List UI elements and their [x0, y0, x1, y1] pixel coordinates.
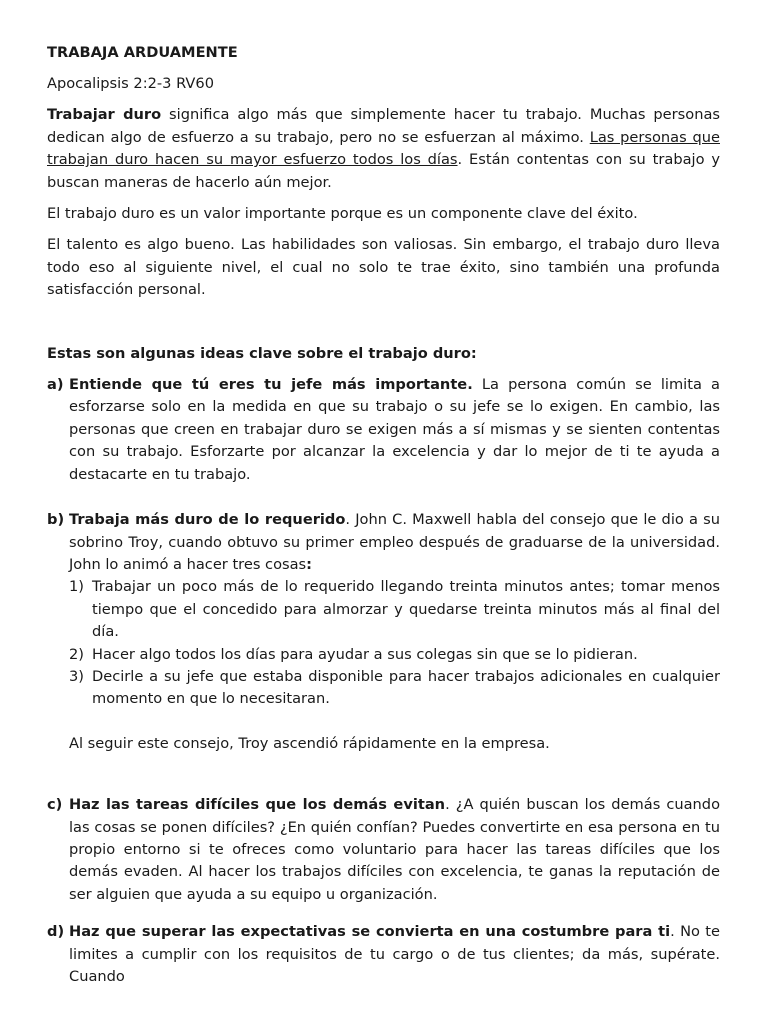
item-marker: d) — [47, 923, 65, 941]
underlined-sentence: Las personas que trabajan duro hacen su mayor esfuerzo todos los días — [47, 128, 720, 169]
sub-item: 2) Hacer algo todos los días para ayudar a sus colegas sin que se lo pidieran. — [69, 645, 638, 663]
bold-term: Trabajar duro — [47, 106, 162, 124]
scripture-reference: Apocalipsis 2:2-3 RV60 — [47, 75, 214, 92]
list-item-c: c) Haz las tareas difíciles que los demás evitan. ¿A quién buscan los demás cuando las cosas se ponen difíciles? ¿En quién confían? Puedes convertirte en esa persona en tu propio entorno si te ofreces como voluntario para hacer las tareas difíciles que los demás evaden. Al hacer los trabajos difíciles con excelencia, te ganas la reputación de ser alguien que ayuda a su equipo u organización. — [47, 794, 720, 906]
paragraph-intro: Trabajar duro significa algo más que simplemente hacer tu trabajo. Muchas personas dedican algo de esfuerzo a su trabajo, pero no se esfuerzan al máximo. Las personas que trabajan duro hacen su mayor esfuerzo todos los días. Están contentas con su trabajo y buscan maneras de hacerlo aún mejor. — [47, 106, 720, 191]
item-marker: c) — [47, 796, 63, 814]
advice-outcome: Al seguir este consejo, Troy ascendió rápidamente en la empresa. — [69, 734, 550, 752]
list-item-d: d) Haz que superar las expectativas se convierta en una costumbre para ti. No te limites a cumplir con los requisitos de tu cargo o de tus clientes; da más, supérate. Cuando — [47, 921, 720, 988]
list-item-b: b) Trabaja más duro de lo requerido. John C. Maxwell habla del consejo que le dio a su sobrino Troy, cuando obtuvo su primer empleo después de graduarse de la universidad. John lo animó a hacer tres cosas: 1) Trabajar un poco más de lo requerido llegando treinta minutos antes; tomar menos tiempo que el concedido para almorzar y quedarse treinta minutos más al final del día. 2) Hacer algo todos los días para ayudar a sus colegas sin que se lo pidieran. 3) Decirle a su jefe que estaba disponible para hacer trabajos adicionales en cualquier momento en que lo necesitaran. Al seguir este consejo, Troy ascendió rápidamente en la empresa. — [47, 509, 720, 755]
paragraph-value: El trabajo duro es un valor importante porque es un componente clave del éxito. — [47, 205, 638, 223]
item-marker: b) — [47, 511, 65, 529]
sub-item: 1) Trabajar un poco más de lo requerido llegando treinta minutos antes; tomar menos tiempo que el concedido para almorzar y quedarse treinta minutos más al final del día. — [69, 578, 720, 641]
sub-item: 3) Decirle a su jefe que estaba disponible para hacer trabajos adicionales en cualquier momento en que lo necesitaran. — [69, 667, 720, 708]
item-marker: a) — [47, 376, 64, 394]
paragraph-talent: El talento es algo bueno. Las habilidades son valiosas. Sin embargo, el trabajo duro lleva todo eso al siguiente nivel, el cual no solo te trae éxito, sino también una profunda satisfacción personal. — [47, 236, 720, 299]
key-ideas-heading: Estas son algunas ideas clave sobre el trabajo duro: — [47, 344, 477, 362]
document-title: TRABAJA ARDUAMENTE — [47, 44, 238, 61]
list-item-a: a) Entiende que tú eres tu jefe más importante. La persona común se limita a esforzarse solo en la medida en que su trabajo o su jefe se lo exigen. En cambio, las personas que creen en trabajar duro se exigen más a sí mismas y se sienten contentas con su trabajo. Esforzarte por alcanzar la excelencia y dar lo mejor de ti te ayuda a destacarte en tu trabajo. — [47, 374, 720, 486]
